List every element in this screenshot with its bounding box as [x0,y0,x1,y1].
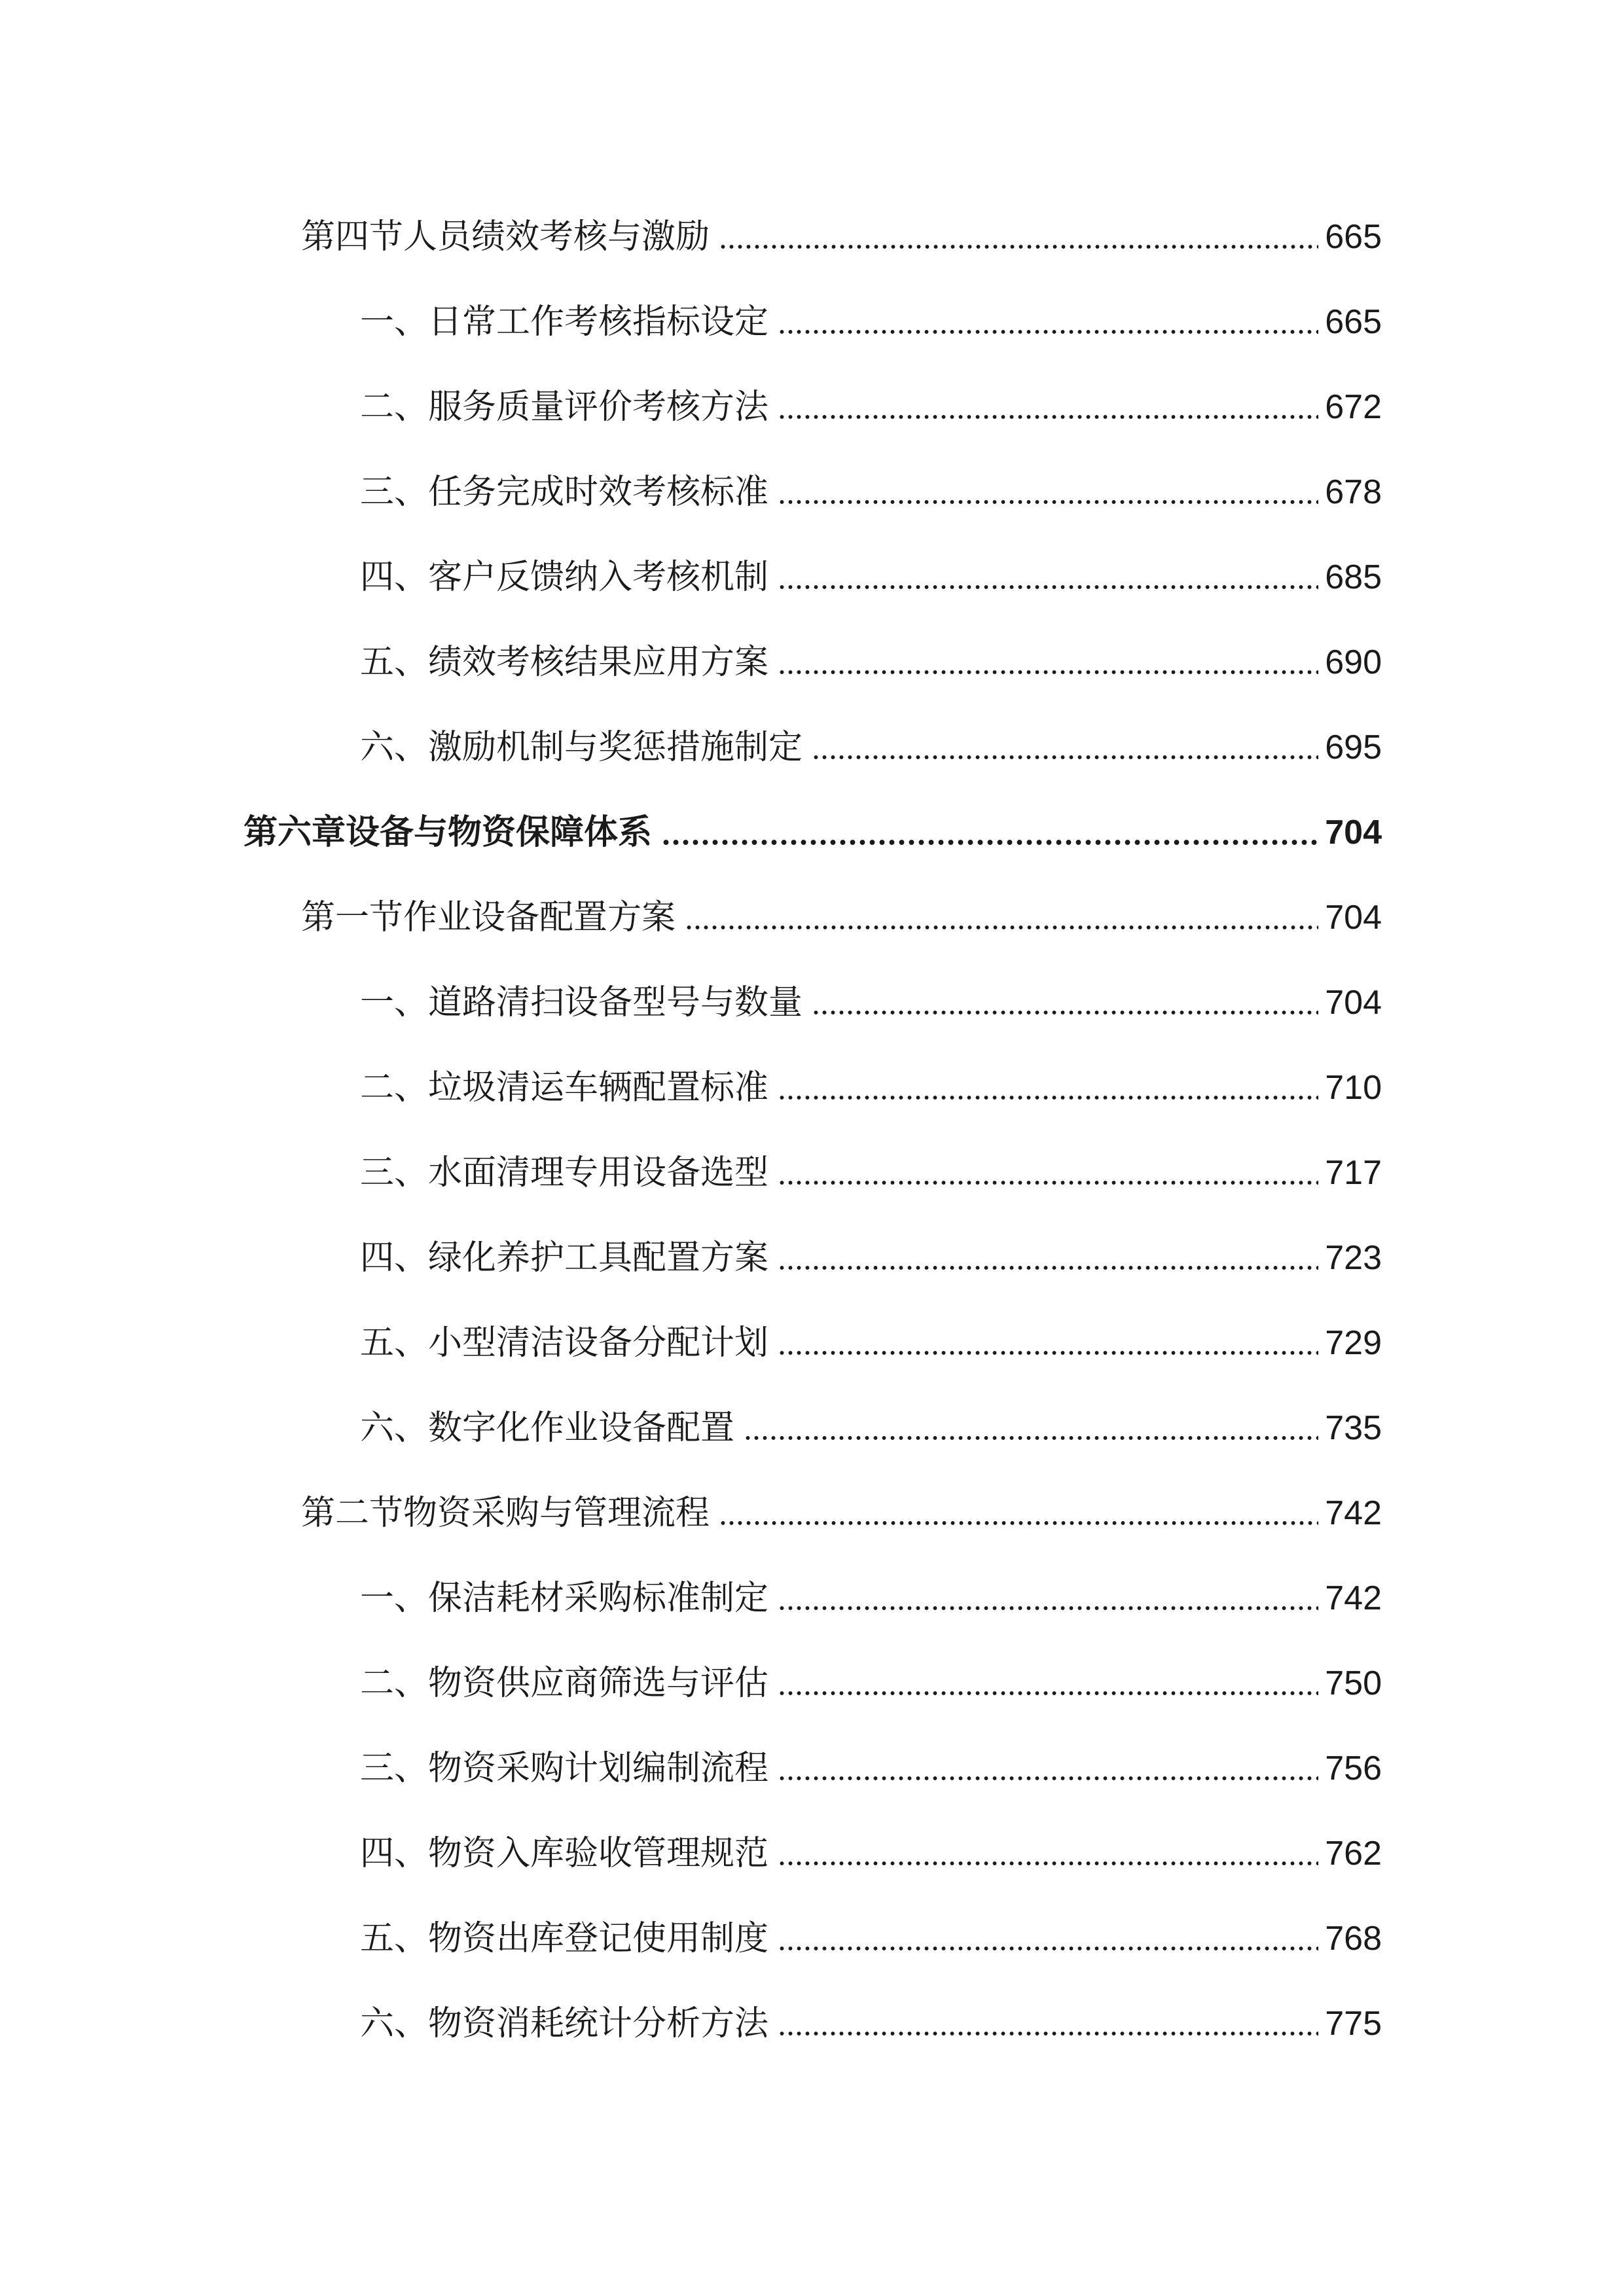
toc-entry-page: 704 [1325,899,1382,937]
toc-entry[interactable] [360,551,1382,603]
toc-entry-page: 756 [1325,1749,1382,1787]
toc-entry-page: 695 [1325,728,1382,766]
toc-entry[interactable] [360,1232,1382,1284]
dot-leader [778,1774,1318,1783]
toc-entry-title: 五、绩效考核结果应用方案 [360,643,769,682]
toc-entry-page: 665 [1325,303,1382,341]
dot-leader [685,923,1318,932]
toc-entry-title: 四、绿化养护工具配置方案 [360,1238,769,1278]
toc-entry[interactable] [360,721,1382,774]
toc-entry-title: 三、水面清理专用设备选型 [360,1153,769,1193]
dot-leader [812,1008,1318,1017]
toc-entry-title: 第二节物资采购与管理流程 [301,1494,710,1533]
toc-chapter-entry[interactable] [244,806,1382,859]
toc-entry-page: 717 [1325,1154,1382,1192]
toc-entry-page: 768 [1325,1920,1382,1958]
toc-entry[interactable] [360,381,1382,433]
toc-entry[interactable] [360,1317,1382,1369]
toc-entry-page: 685 [1325,558,1382,596]
toc-entry-page: 704 [1325,984,1382,1022]
toc-entry-title: 一、保洁耗材采购标准制定 [360,1579,769,1618]
dot-leader [778,1348,1318,1357]
toc-entry-title: 三、任务完成时效考核标准 [360,473,769,512]
toc-entry-title: 一、日常工作考核指标设定 [360,302,769,342]
toc-entry[interactable] [301,1487,1382,1539]
dot-leader [812,753,1318,762]
toc-entry-page: 742 [1325,1494,1382,1532]
toc-entry-title: 五、小型清洁设备分配计划 [360,1323,769,1363]
toc-entry-page: 750 [1325,1664,1382,1702]
dot-leader [778,412,1318,422]
toc-entry[interactable] [360,1998,1382,2050]
toc-entry[interactable] [360,1742,1382,1795]
dot-leader [778,1859,1318,1868]
toc-entry-title: 二、服务质量评价考核方法 [360,387,769,427]
toc-entry[interactable] [360,466,1382,518]
dot-leader [778,2029,1318,2038]
toc-entry-page: 704 [1325,814,1382,852]
dot-leader [778,1178,1318,1187]
toc-entry[interactable] [360,636,1382,689]
toc-entry-page: 723 [1325,1239,1382,1277]
dot-leader [778,1604,1318,1613]
dot-leader [778,327,1318,336]
toc-entry-page: 742 [1325,1579,1382,1617]
toc-entry[interactable] [360,1827,1382,1880]
dot-leader [719,1518,1318,1528]
toc-entry-page: 735 [1325,1409,1382,1447]
toc-entry-title: 第四节人员绩效考核与激励 [301,217,710,257]
toc-entry-title: 六、数字化作业设备配置 [360,1408,735,1448]
toc-entry-title: 二、物资供应商筛选与评估 [360,1664,769,1703]
toc-entry[interactable] [360,1147,1382,1199]
toc-entry[interactable] [360,977,1382,1029]
toc-entry-page: 729 [1325,1324,1382,1362]
toc-entry[interactable] [301,891,1382,944]
toc-entry-title: 一、道路清扫设备型号与数量 [360,983,803,1022]
toc-entry-title: 四、客户反馈纳入考核机制 [360,558,769,597]
toc-entry-page: 710 [1325,1069,1382,1107]
dot-leader [778,1689,1318,1698]
toc-entry-title: 三、物资采购计划编制流程 [360,1749,769,1788]
dot-leader [778,668,1318,677]
toc-entry[interactable] [360,1062,1382,1114]
toc-entry-page: 690 [1325,643,1382,681]
toc-entry-title: 五、物资出库登记使用制度 [360,1919,769,1958]
toc-entry-page: 762 [1325,1835,1382,1873]
dot-leader [744,1433,1318,1443]
toc-entry[interactable] [360,1657,1382,1710]
toc-entry-page: 678 [1325,473,1382,511]
toc-entry-title: 六、物资消耗统计分析方法 [360,2004,769,2043]
toc-entry[interactable] [360,1402,1382,1454]
dot-leader [719,242,1318,251]
dot-leader [778,1944,1318,1953]
toc-entry-title: 二、垃圾清运车辆配置标准 [360,1068,769,1107]
toc-entry[interactable] [360,1572,1382,1624]
toc-entry-title: 第一节作业设备配置方案 [301,898,676,937]
toc-entry-page: 775 [1325,2005,1382,2043]
toc-entry[interactable] [301,211,1382,263]
dot-leader [778,583,1318,592]
toc-entry-title: 六、激励机制与奖惩措施制定 [360,728,803,767]
toc-entry[interactable] [360,296,1382,348]
dot-leader [661,838,1318,847]
dot-leader [778,1093,1318,1102]
dot-leader [778,1263,1318,1272]
toc-entry-page: 672 [1325,388,1382,426]
toc-entry-title: 四、物资入库验收管理规范 [360,1834,769,1873]
toc-entry-title: 第六章设备与物资保障体系 [244,813,653,852]
toc-entry-page: 665 [1325,218,1382,256]
toc-entry[interactable] [360,1912,1382,1965]
dot-leader [778,497,1318,507]
